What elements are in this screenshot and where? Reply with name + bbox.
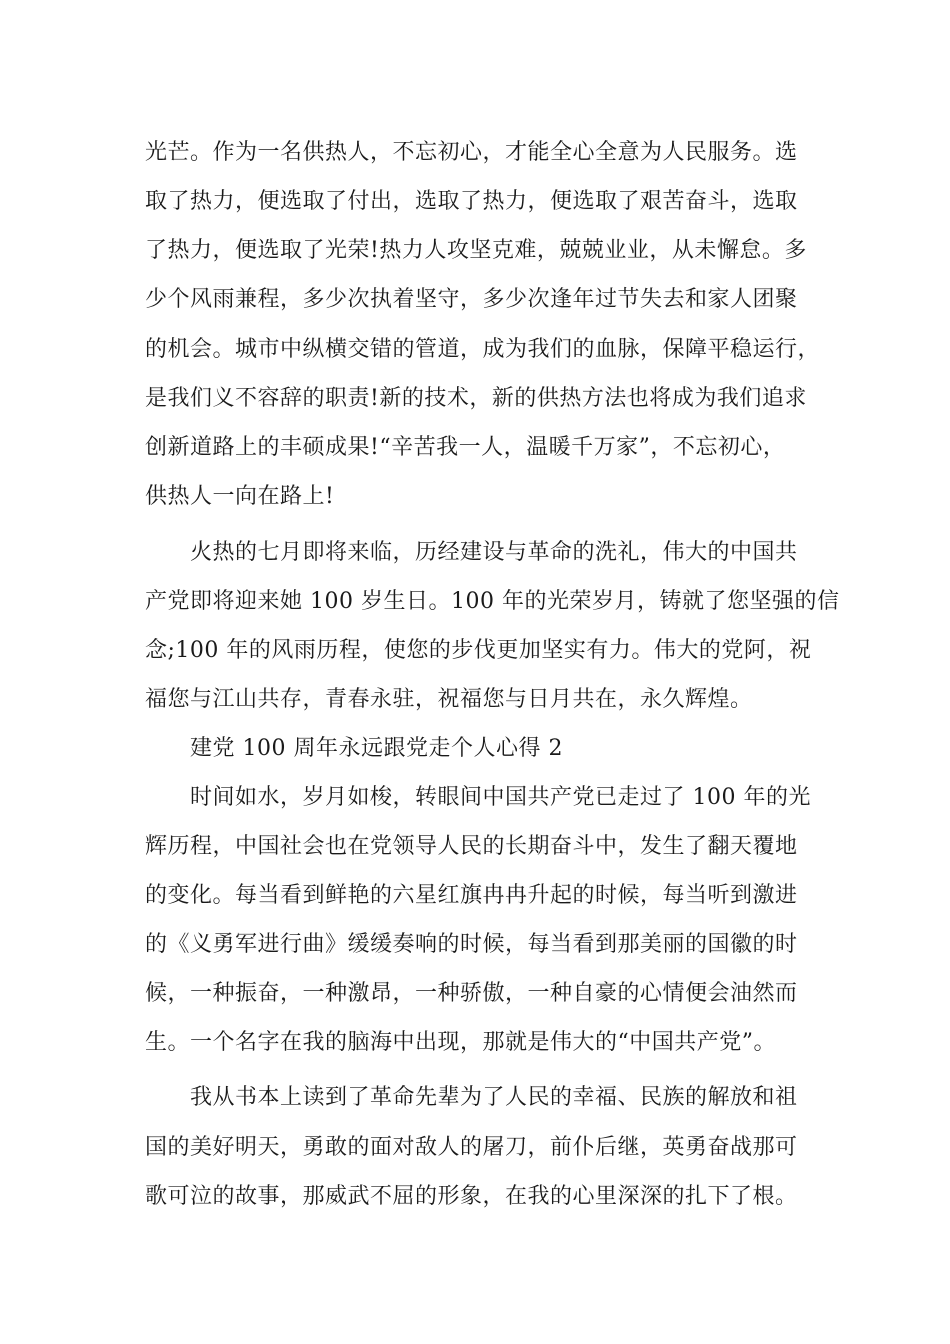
text-line: 念;100 年的风雨历程，使您的步伐更加坚实有力。伟大的党阿，祝 (145, 638, 812, 663)
text-line: 光芒。作为一名供热人，不忘初心，才能全心全意为人民服务。选 (145, 140, 798, 165)
section-heading: 建党 100 周年永远跟党走个人心得 2 (190, 736, 563, 761)
text-line: 的机会。城市中纵横交错的管道，成为我们的血脉，保障平稳运行， (145, 337, 821, 362)
text-line: 的变化。每当看到鲜艳的六星红旗冉冉升起的时候，每当听到激进 (145, 883, 798, 908)
paragraph-first-line: 时间如水，岁月如梭，转眼间中国共产党已走过了 100 年的光 (190, 785, 811, 810)
text-line: 歌可泣的故事，那威武不屈的形象，在我的心里深深的扎下了根。 (145, 1184, 798, 1209)
text-line: 是我们义不容辞的职责!新的技术，新的供热方法也将成为我们追求 (145, 386, 807, 411)
text-line: 生。一个名字在我的脑海中出现，那就是伟大的“中国共产党”。 (145, 1030, 776, 1055)
text-line: 供热人一向在路上! (145, 484, 335, 509)
text-line: 了热力，便选取了光荣!热力人攻坚克难，兢兢业业，从未懈怠。多 (145, 238, 807, 263)
text-line: 辉历程，中国社会也在党领导人民的长期奋斗中，发生了翻天覆地 (145, 834, 798, 859)
text-line: 创新道路上的丰硕成果!“辛苦我一人，温暖千万家”，不忘初心， (145, 435, 786, 460)
paragraph-first-line: 我从书本上读到了革命先辈为了人民的幸福、民族的解放和祖 (190, 1085, 798, 1110)
text-line: 产党即将迎来她 100 岁生日。100 年的光荣岁月，铸就了您坚强的信 (145, 589, 840, 614)
text-line: 候，一种振奋，一种激昂，一种骄傲，一种自豪的心情便会油然而 (145, 981, 798, 1006)
text-line: 少个风雨兼程，多少次执着坚守，多少次逢年过节失去和家人团聚 (145, 287, 798, 312)
text-line: 的《义勇军进行曲》缓缓奏响的时候，每当看到那美丽的国徽的时 (145, 932, 798, 957)
text-line: 福您与江山共存，青春永驻，祝福您与日月共在，永久辉煌。 (145, 687, 753, 712)
text-line: 取了热力，便选取了付出，选取了热力，便选取了艰苦奋斗，选取 (145, 189, 798, 214)
paragraph-first-line: 火热的七月即将来临，历经建设与革命的洗礼，伟大的中国共 (190, 540, 798, 565)
text-line: 国的美好明天，勇敢的面对敌人的屠刀，前仆后继，英勇奋战那可 (145, 1135, 798, 1160)
